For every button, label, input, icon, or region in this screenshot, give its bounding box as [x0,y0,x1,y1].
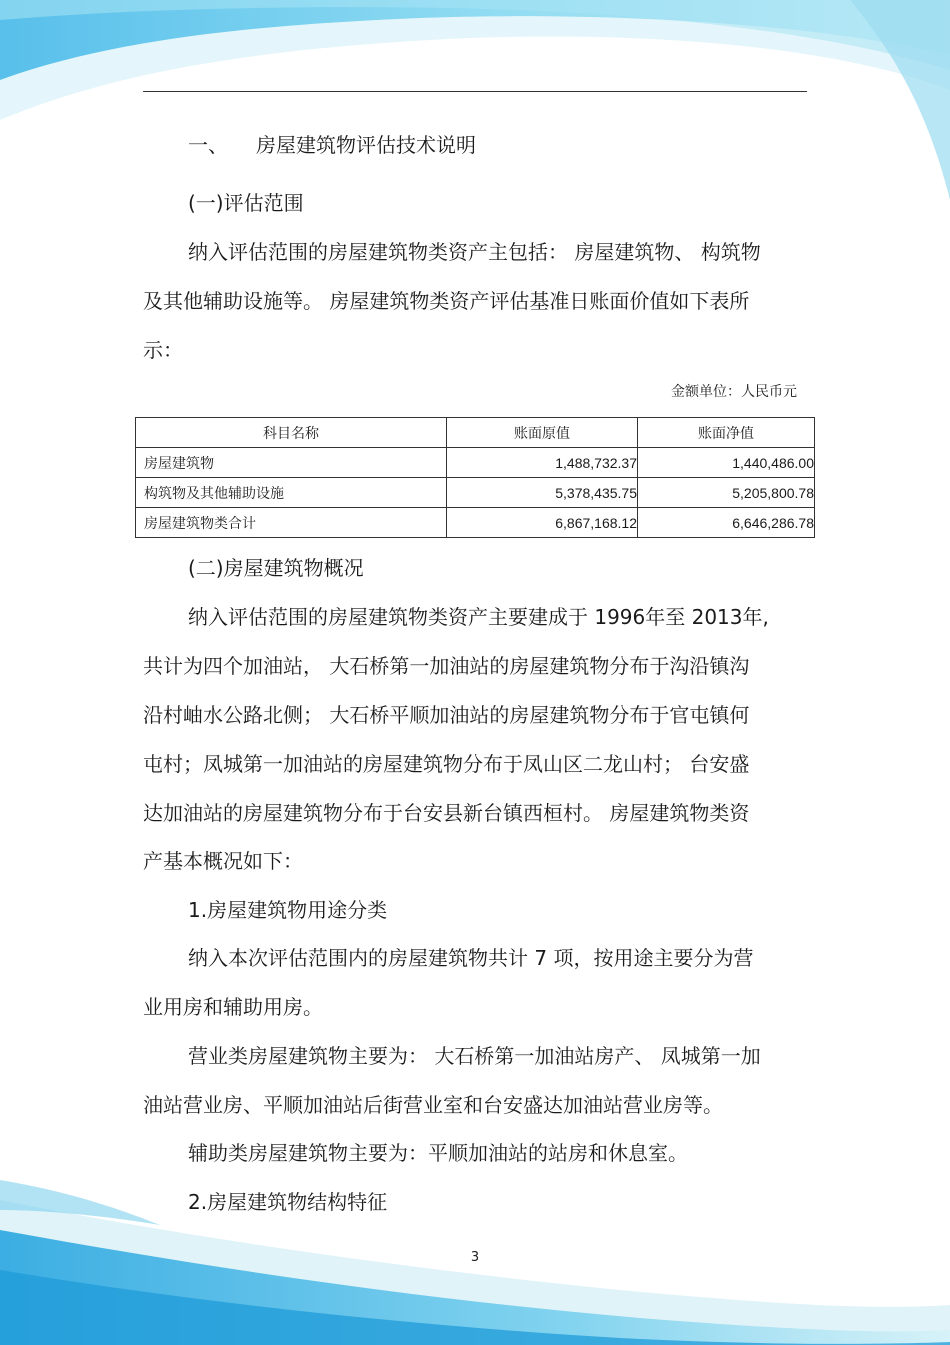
table-cell: 5,205,800.78 [638,478,815,508]
table-row [136,478,815,508]
table-cell: 构筑物及其他辅助设施 [136,478,447,508]
paragraph-line: 油站营业房、平顺加油站后街营业室和台安盛达加油站营业房等。 [143,1093,723,1117]
paragraph-line: 辅助类房屋建筑物主要为：平顺加油站的站房和休息室。 [188,1141,688,1165]
currency-unit-note: 金额单位：人民币元 [671,384,797,400]
table-header-row [136,418,815,448]
table-header-cell: 账面原值 [447,418,638,448]
paragraph-line: 纳入评估范围的房屋建筑物类资产主包括： 房屋建筑物、 构筑物 [188,240,761,264]
paragraph-line: 达加油站的房屋建筑物分布于台安县新台镇西桓村。 房屋建筑物类资 [143,801,750,825]
subsection-title-scope: (一)评估范围 [188,191,304,215]
paragraph-line: 示： [143,338,183,362]
table-cell: 6,646,286.78 [638,508,815,538]
table-row [136,448,815,478]
paragraph-line: 及其他辅助设施等。 房屋建筑物类资产评估基准日账面价值如下表所 [143,289,750,313]
table-cell: 1,488,732.37 [447,448,638,478]
paragraph-line: 屯村；凤城第一加油站的房屋建筑物分布于凤山区二龙山村； 台安盛 [143,752,750,776]
item-title-usage: 1.房屋建筑物用途分类 [188,898,388,922]
section-heading-title: 房屋建筑物评估技术说明 [256,133,476,157]
table-cell: 5,378,435.75 [447,478,638,508]
book-value-table [135,417,815,538]
paragraph-line: 沿村岫水公路北侧； 大石桥平顺加油站的房屋建筑物分布于官屯镇何 [143,703,750,727]
paragraph-line: 纳入评估范围的房屋建筑物类资产主要建成于 1996年至 2013年, [188,605,769,629]
subsection-title-overview: (二)房屋建筑物概况 [188,556,364,580]
table-cell: 房屋建筑物类合计 [136,508,447,538]
table-header-cell: 账面净值 [638,418,815,448]
table-row [136,508,815,538]
header-rule [143,91,807,92]
table-cell: 6,867,168.12 [447,508,638,538]
paragraph-line: 产基本概况如下： [143,849,303,873]
table-cell: 房屋建筑物 [136,448,447,478]
section-heading-number: 一、 [188,133,228,157]
paragraph-line: 营业类房屋建筑物主要为： 大石桥第一加油站房产、 凤城第一加 [188,1044,761,1068]
table-cell: 1,440,486.00 [638,448,815,478]
paragraph-line: 业用房和辅助用房。 [143,995,323,1019]
item-title-structure: 2.房屋建筑物结构特征 [188,1190,388,1214]
table-header-cell: 科目名称 [136,418,447,448]
paragraph-line: 纳入本次评估范围内的房屋建筑物共计 7 项，按用途主要分为营 [188,946,754,970]
page-number: 3 [470,1250,480,1265]
paragraph-line: 共计为四个加油站， 大石桥第一加油站的房屋建筑物分布于沟沿镇沟 [143,654,750,678]
